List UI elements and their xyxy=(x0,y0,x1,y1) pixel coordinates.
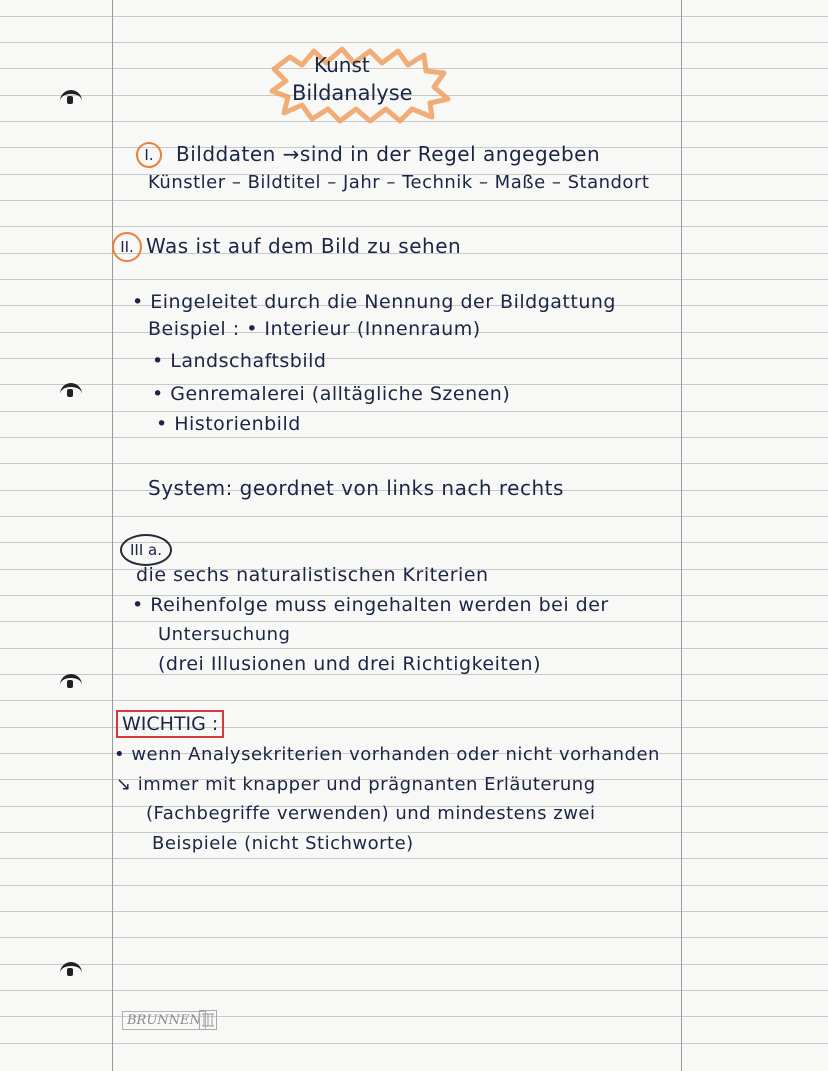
example-item: • Historienbild xyxy=(156,413,301,435)
section-3-line: Untersuchung xyxy=(158,624,291,645)
example-item: • Landschaftsbild xyxy=(152,350,327,372)
section-3-line: die sechs naturalistischen Kriterien xyxy=(136,564,489,586)
important-label: WICHTIG : xyxy=(116,710,224,738)
title-subject: Kunst xyxy=(314,53,370,77)
title-block xyxy=(262,43,462,125)
important-line: ↘ immer mit knapper und prägnanten Erläuterung xyxy=(116,774,596,795)
section-2-bullet: • Eingeleitet durch die Nennung der Bildgattung xyxy=(132,291,616,313)
section-3-line: (drei Illusionen und drei Richtigkeiten) xyxy=(158,653,541,675)
example-item: Beispiel : • Interieur (Innenraum) xyxy=(148,318,481,340)
punch-hole-icon xyxy=(60,962,82,980)
important-line: (Fachbegriffe verwenden) und mindestens zwei xyxy=(146,803,596,824)
section-3-line: • Reihenfolge muss eingehalten werden bei der xyxy=(132,594,609,616)
punch-hole-icon xyxy=(60,383,82,401)
punch-hole-icon xyxy=(60,90,82,108)
punch-hole-icon xyxy=(60,674,82,692)
important-line: Beispiele (nicht Stichworte) xyxy=(152,833,414,854)
brand-mark-icon xyxy=(199,1010,217,1030)
section-1-marker: I. xyxy=(136,142,162,168)
section-1-heading: Bilddaten →sind in der Regel angegeben xyxy=(176,142,601,166)
left-margin-line xyxy=(112,0,113,1071)
example-item: • Genremalerei (alltägliche Szenen) xyxy=(152,383,511,405)
section-2-heading: Was ist auf dem Bild zu sehen xyxy=(146,234,462,258)
brand-logo: BRUNNEN xyxy=(122,1011,206,1030)
page-title: Bildanalyse xyxy=(292,81,413,105)
section-3-marker: III a. xyxy=(120,534,172,566)
system-note: System: geordnet von links nach rechts xyxy=(148,476,564,500)
important-line: • wenn Analysekriterien vorhanden oder nicht vorhanden xyxy=(114,744,660,765)
section-2-marker: II. xyxy=(112,232,142,262)
right-margin-line xyxy=(681,0,682,1071)
section-1-details: Künstler – Bildtitel – Jahr – Technik – Maße – Standort xyxy=(148,172,650,193)
